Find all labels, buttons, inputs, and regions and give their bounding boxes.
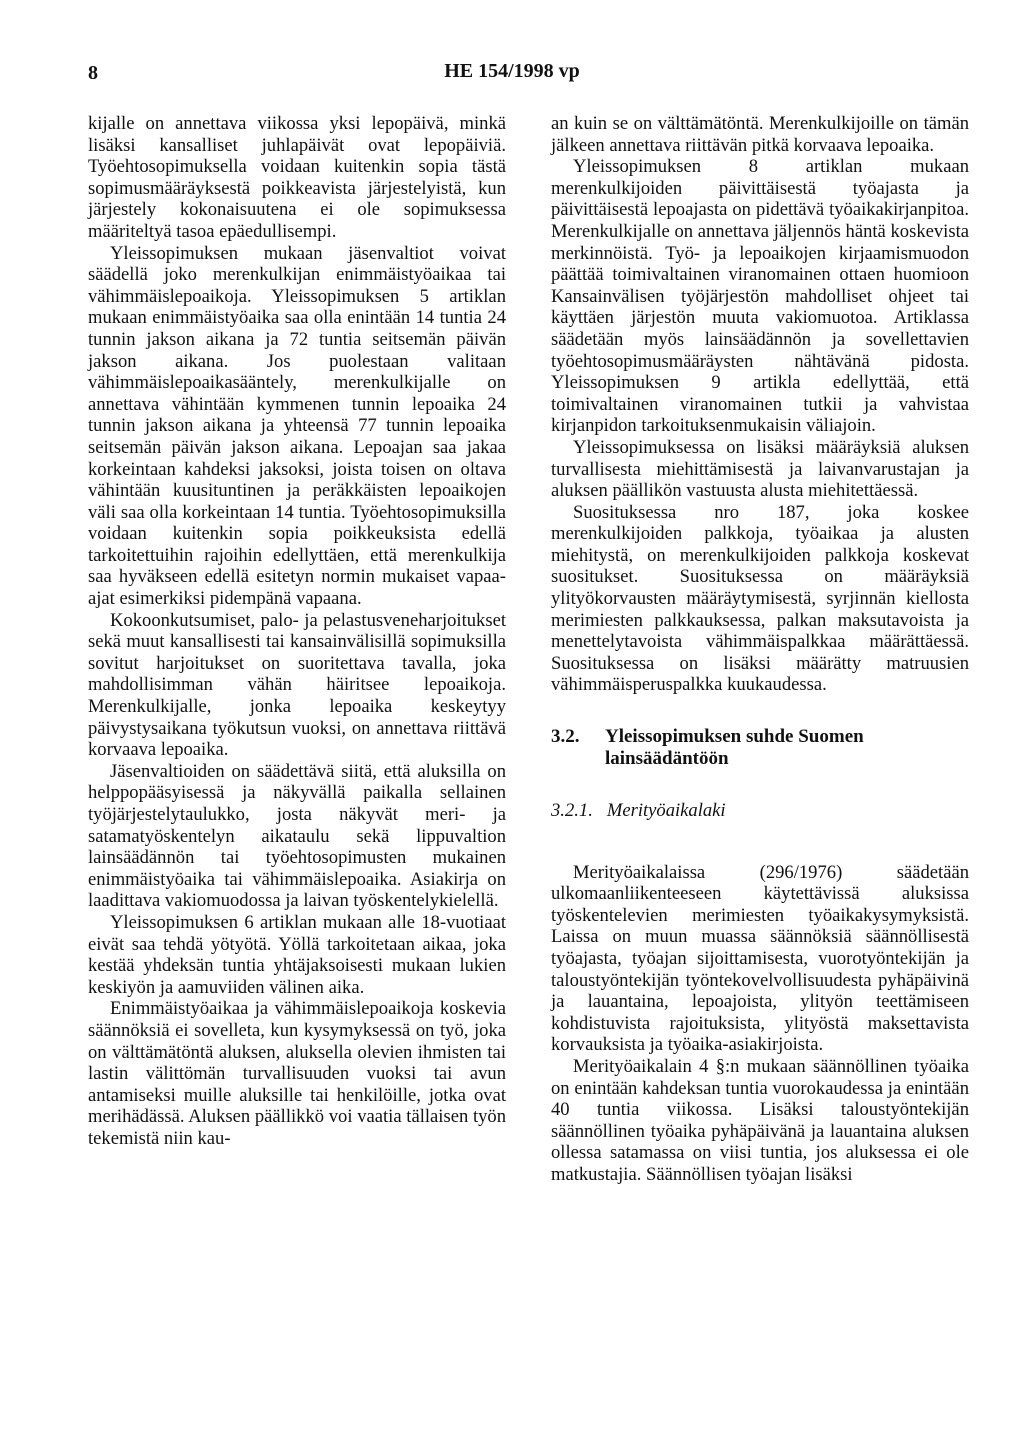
subsection-number: 3.2.1. — [551, 800, 593, 822]
running-head: HE 154/1998 vp — [444, 60, 580, 82]
paragraph: Yleissopimuksessa on lisäksi määräyksiä aluksen turvallisesta miehittämisestä ja laivanvarustajan ja aluksen päällikön vastuusta alusta miehitettäessä. — [551, 436, 969, 502]
paragraph: Suosituksessa nro 187, joka koskee merenkulkijoiden palkkoja, työaikaa ja alusten miehitystä, on merenkulkijoiden palkkoja koskevat suositukset. Suosituksessa on määräyksiä ylityökorvausten määräytymisestä, syrjinnän kiellosta merimiesten palkkauksessa, palkan maksutavoista ja menettelytavoista vähimmäispalkkaa määrättäessä. Suosituksessa on lisäksi määrätty matruusien vähimmäisperuspalkka kuukaudessa. — [551, 501, 969, 696]
paragraph: Enimmäistyöaikaa ja vähimmäislepoaikoja koskevia säännöksiä ei sovelleta, kun kysymyksessä on työ, joka on välttämätöntä aluksen, aluksella olevien ihmisten tai lastin välittömän turvallisuuden vuoksi tai avun antamiseksi muille aluksille tai henkilöille, jotka ovat merihädässä. Aluksen päällikkö voi vaatia tällaisen työn tekemistä niin kau- — [88, 998, 506, 1149]
right-column — [551, 113, 969, 1186]
left-column — [88, 113, 506, 1150]
subsection-title: Merityöaikalaki — [606, 800, 726, 822]
paragraph: Merityöaikalain 4 §:n mukaan säännöllinen työaika on enintään kahdeksan tuntia vuorokaudessa ja enintään 40 tuntia viikossa. Lisäksi taloustyöntekijän säännöllinen työaika pyhäpäivänä ja lauantaina aluksen ollessa satamassa on viisi tuntia, jos aluksessa ei ole matkustajia. Säännöllisen työajan lisäksi — [551, 1055, 969, 1185]
section-heading — [551, 726, 969, 770]
paragraph: Yleissopimuksen 8 artiklan mukaan merenkulkijoiden päivittäisestä työajasta ja päivittäisestä lepoajasta on pidettävä työaikakirjanpitoa. Merenkulkijalle on annettava jäljennös häntä koskevista merkinnöistä. Työ- ja lepoaikojen kirjaamismuodon päättää toimivaltainen viranomainen ottaen huomioon Kansainvälisen työjärjestön mahdolliset ohjeet tai käyttäen järjestön muuta vakiomuotoa. Artiklassa säädetään myös lainsäädännön ja sovellettavien työehtosopimusmääräysten nähtävänä pidosta. Yleissopimuksen 9 artikla edellyttää, että toimivaltainen viranomainen tutkii ja vahvistaa kirjanpidon tarkoituksenmukaisin väliajoin. — [551, 156, 969, 437]
paragraph: Yleissopimuksen mukaan jäsenvaltiot voivat säädellä joko merenkulkijan enimmäistyöaikaa tai vähimmäislepoaikoja. Yleissopimuksen 5 artiklan mukaan enimmäistyöaika saa olla enintään 14 tuntia 24 tunnin jakson aikana ja 72 tuntia seitsemän päivän jakson aikana. Jos puolestaan valitaan vähimmäislepoaikasääntely, merenkulkijalle on annettava vähintään kymmenen tunnin lepoaika 24 tunnin jakson aikana ja yhteensä 77 tunnin lepoaika seitsemän päivän jakson aikana. Lepoajan saa jakaa korkeintaan kahdeksi jaksoksi, joista toisen on oltava vähintään kuusituntinen ja peräkkäisten lepoaikojen väli saa olla korkeintaan 14 tuntia. Työehtosopimuksilla voidaan kuitenkin sopia poikkeuksista edellä tarkoitettuihin rajoihin edellyttäen, että merenkulkija saa hyväkseen edellä esitetyn normin mukaiset vapaa-ajat esimerkiksi pidempänä vapaana. — [88, 242, 506, 610]
paragraph: Merityöaikalaissa (296/1976) säädetään ulkomaanliikenteeseen käytettävissä aluksissa työskentelevien merimiesten työaikakysymyksistä. Laissa on muun muassa säännöksiä säännöllisestä työajasta, työajan sijoittamisesta, vuorotyöntekijän ja taloustyöntekijän työntekovelvollisuudesta pyhäpäivinä ja lauantaina, lepoajoista, ylityön teettämiseen kohdistuvista rajoituksista, ylityöstä maksettavista korvauksista ja työaika-asiakirjoista. — [551, 861, 969, 1056]
paragraph: an kuin se on välttämätöntä. Merenkulkijoille on tämän jälkeen annettava riittävän pitkä korvaava lepoaika. — [551, 113, 969, 156]
section-number: 3.2. — [551, 726, 580, 748]
subsection-heading — [551, 800, 969, 822]
paragraph: kijalle on annettava viikossa yksi lepopäivä, minkä lisäksi kansalliset juhlapäivät ovat lepopäiviä. Työehtosopimuksella voidaan kuitenkin sopia tästä sopimusmääräyksestä poikkeavista järjestelyistä, kun järjestely kokonaisuutena ei ole sopimuksessa määriteltyä tasoa epäedullisempi. — [88, 113, 506, 242]
paragraph: Kokoonkutsumiset, palo- ja pelastusveneharjoitukset sekä muut kansallisesti tai kansainvälisillä sopimuksilla sovitut harjoitukset on suoritettava tavalla, joka mahdollisimman vähän häiritsee lepoaikoja. Merenkulkijalle, jonka lepoaika keskeytyy päivystysaikana työkutsun vuoksi, on annettava riittävä korvaava lepoaika. — [88, 609, 506, 761]
page-number: 8 — [88, 62, 98, 84]
section-title: Yleissopimuksen suhde Suomen lainsäädäntöön — [605, 726, 864, 770]
paragraph: Jäsenvaltioiden on säädettävä siitä, että aluksilla on helppopääsyisessä ja näkyvällä paikalla sellainen työjärjestelytaulukko, josta näkyvät meri- ja satamatyöskentelyn aikataulu sekä lippuvaltion lainsäädännön tai työehtosopimusten mukainen enimmäistyöaika tai vähimmäislepoaika. Asiakirja on laadittava vakiomuodossa ja laivan työskentelykielellä. — [88, 760, 506, 912]
paragraph: Yleissopimuksen 6 artiklan mukaan alle 18-vuotiaat eivät saa tehdä yötyötä. Yöllä tarkoitetaan aikaa, joka kestää yhdeksän tuntia yhtäjaksoisesti mukaan lukien keskiyön ja aamuviiden välinen aika. — [88, 911, 506, 998]
